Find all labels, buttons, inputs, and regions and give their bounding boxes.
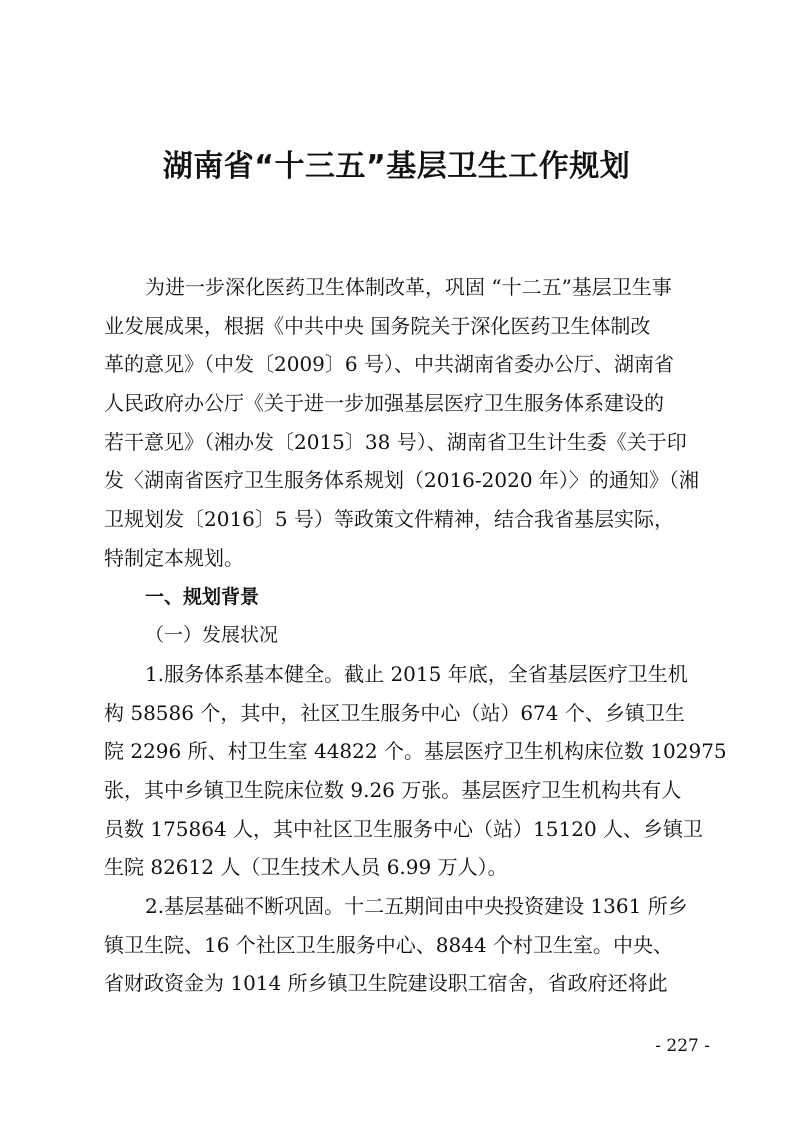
page-number: - 227 - xyxy=(655,1036,710,1056)
paragraph-line: 若干意见》（湘办发〔2015〕38 号）、湖南省卫生计生委《关于印 xyxy=(104,429,687,454)
paragraph-line: 构 58586 个，其中，社区卫生服务中心（站）674 个、乡镇卫生 xyxy=(104,700,685,725)
document-body xyxy=(104,268,727,1003)
paragraph-line: 1.服务体系基本健全。截止 2015 年底，全省基层医疗卫生机 xyxy=(145,661,688,686)
paragraph-line: 院 2296 所、村卫生室 44822 个。基层医疗卫生机构床位数 102975 xyxy=(104,739,727,764)
paragraph-line: 生院 82612 人（卫生技术人员 6.99 万人）。 xyxy=(104,855,508,880)
paragraph-line: 特制定本规划。 xyxy=(104,545,244,570)
paragraph-line: 员数 175864 人，其中社区卫生服务中心（站）15120 人、乡镇卫 xyxy=(104,816,704,841)
paragraph-line: 革的意见》（中发〔2009〕6 号）、中共湖南省委办公厅、湖南省 xyxy=(104,352,674,377)
paragraph-line: 张，其中乡镇卫生院床位数 9.26 万张。基层医疗卫生机构共有人 xyxy=(104,777,682,802)
paragraph-line: 业发展成果，根据《中共中央 国务院关于深化医药卫生体制改 xyxy=(104,313,651,338)
paragraph-line: 2.基层基础不断巩固。十二五期间由中央投资建设 1361 所乡 xyxy=(145,894,688,918)
paragraph-line: 为进一步深化医药卫生体制改革，巩固 “十二五”基层卫生事 xyxy=(145,275,672,299)
paragraph-line: 镇卫生院、16 个社区卫生服务中心、8844 个村卫生室。中央、 xyxy=(104,932,674,957)
paragraph-line: 人民政府办公厅《关于进一步加强基层医疗卫生服务体系建设的 xyxy=(104,391,664,416)
section-heading: 一、规划背景 xyxy=(145,585,260,608)
subsection-heading: （一）发展状况 xyxy=(145,624,279,647)
page-title: 湖南省“十三五”基层卫生工作规划 xyxy=(162,149,631,184)
paragraph-line: 卫规划发〔2016〕5 号）等政策文件精神，结合我省基层实际， xyxy=(104,507,674,532)
paragraph-line: 省财政资金为 1014 所乡镇卫生院建设职工宿舍，省政府还将此 xyxy=(104,971,668,996)
paragraph-line: 发〈湖南省医疗卫生服务体系规划（2016-2020 年）〉的通知》（湘 xyxy=(104,468,699,493)
